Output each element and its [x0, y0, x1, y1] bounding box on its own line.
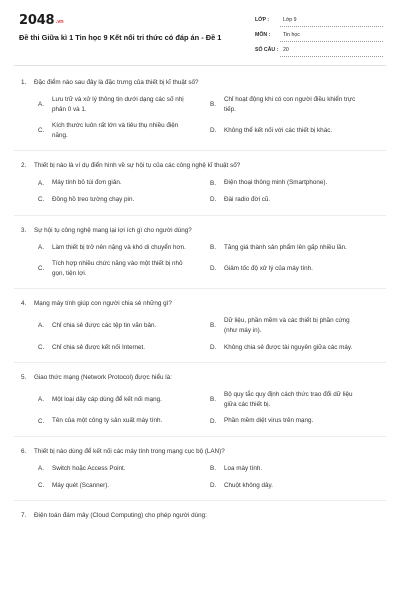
question-5: [21, 373, 386, 433]
question-text: Đặc điểm nào sau đây là đặc trưng của thiết bị kĩ thuật số?: [34, 79, 199, 86]
answer-option-d[interactable]: [193, 259, 365, 278]
answer-options: [21, 95, 386, 147]
answer-options: [21, 390, 386, 433]
exam-meta: [253, 14, 383, 59]
option-text: Switch hoặc Access Point.: [52, 464, 126, 472]
question-text: Sự hội tụ công nghệ mang lại lợi ích gì cho người dùng?: [34, 226, 192, 234]
question-text: Điện toán đám mây (Cloud Computing) cho phép người dùng:: [34, 512, 207, 520]
option-letter: B.: [210, 243, 216, 251]
option-letter: A.: [38, 179, 44, 187]
question-stem: [21, 299, 386, 308]
question-list: [0, 78, 400, 520]
option-text: Phần mềm diệt virus trên mạng.: [224, 417, 314, 425]
question-4: [21, 299, 386, 359]
option-letter: D.: [210, 127, 217, 135]
question-divider: [14, 500, 386, 501]
meta-class: LỚP : Lớp 9: [253, 14, 383, 29]
option-text: Bộ quy tắc quy định cách thức trao đổi dữ liệu giữa các thiết bị.: [224, 391, 353, 408]
option-letter: D.: [210, 265, 217, 273]
option-text: Làm thiết bị trở nên nặng và khó di chuyển hơn.: [52, 243, 186, 251]
option-text: Chỉ hoạt động khi có con người điều khiển trực tiếp.: [224, 96, 356, 113]
answer-option-a[interactable]: [21, 464, 193, 474]
document-header: [0, 0, 400, 66]
exam-title: Đề thi Giữa kì 1 Tin học 9 Kết nối tri thức có đáp án - Đề 1: [19, 33, 222, 42]
answer-option-d[interactable]: [193, 343, 365, 353]
answer-option-a[interactable]: [21, 178, 193, 188]
question-stem: [21, 373, 386, 382]
option-letter: C.: [38, 265, 45, 273]
option-letter: A.: [38, 396, 44, 404]
option-letter: D.: [210, 196, 217, 204]
question-3: [21, 226, 386, 286]
option-letter: A.: [38, 322, 44, 330]
question-number: 6.: [21, 447, 27, 455]
question-number: 4.: [21, 300, 27, 308]
answer-option-c[interactable]: [21, 195, 193, 205]
question-2: [21, 161, 386, 211]
option-text: Máy tính bỏ túi đơn giản.: [52, 179, 122, 187]
header-divider: [14, 65, 386, 66]
answer-option-b[interactable]: [193, 390, 365, 409]
question-divider: [14, 150, 386, 151]
question-number: 5.: [21, 374, 27, 382]
question-divider: [14, 288, 386, 289]
answer-options: [21, 178, 386, 211]
answer-option-b[interactable]: [193, 316, 365, 335]
option-letter: D.: [210, 481, 217, 489]
option-text: Không chia sẻ được tài nguyên giữa các máy.: [224, 343, 353, 351]
answer-option-c[interactable]: [21, 343, 193, 353]
option-text: Một loại dây cáp dùng để kết nối mạng.: [52, 395, 162, 403]
answer-options: [21, 243, 386, 286]
option-letter: C.: [38, 343, 45, 351]
question-1: [21, 78, 386, 147]
site-logo[interactable]: 2048.vn: [19, 13, 64, 28]
question-number: 7.: [21, 512, 27, 520]
question-number: 1.: [21, 79, 27, 86]
question-text: Thiết bị nào là ví dụ điển hình về sự hội tụ của các công nghệ kĩ thuật số?: [34, 162, 241, 170]
question-divider: [14, 215, 386, 216]
meta-question-count: SỐ CÂU : 20: [253, 44, 383, 59]
answer-option-d[interactable]: [193, 481, 365, 491]
question-6: [21, 447, 386, 497]
question-stem: [21, 78, 386, 87]
option-letter: D.: [210, 343, 217, 351]
option-letter: B.: [210, 101, 216, 109]
option-letter: A.: [38, 465, 44, 473]
answer-option-a[interactable]: [21, 95, 193, 114]
option-letter: B.: [210, 322, 216, 330]
option-text: Chuột không dây.: [224, 481, 273, 489]
answer-option-c[interactable]: [21, 259, 193, 278]
answer-option-b[interactable]: [193, 178, 365, 188]
option-letter: C.: [38, 417, 45, 425]
option-letter: C.: [38, 196, 45, 204]
option-text: Loa máy tính.: [224, 464, 263, 472]
question-stem: [21, 161, 386, 170]
option-letter: A.: [38, 243, 44, 251]
option-letter: B.: [210, 179, 216, 187]
option-text: Điện thoại thông minh (Smartphone).: [224, 179, 328, 187]
answer-option-b[interactable]: [193, 95, 365, 114]
answer-option-a[interactable]: [21, 243, 193, 253]
question-number: 3.: [21, 226, 27, 234]
option-text: Kích thước luôn rất lớn và tiêu thụ nhiều điện năng.: [52, 122, 179, 139]
answer-option-c[interactable]: [21, 121, 193, 140]
option-text: Dữ liệu, phần mềm và các thiết bị phần cứng (như máy in).: [224, 317, 350, 334]
option-text: Máy quét (Scanner).: [52, 481, 110, 489]
option-text: Chỉ chia sẻ được kết nối Internet.: [52, 343, 146, 351]
option-text: Đài radio đời cũ.: [224, 195, 271, 203]
question-7: [21, 511, 386, 520]
answer-option-b[interactable]: [193, 464, 365, 474]
option-text: Không thể kết nối với các thiết bị khác.: [224, 126, 333, 134]
option-text: Lưu trữ và xử lý thông tin dưới dạng các số nhị phân 0 và 1.: [52, 96, 184, 113]
option-text: Giảm tốc độ xử lý của máy tính.: [224, 264, 313, 272]
option-text: Tăng giá thành sản phẩm lên gấp nhiều lần.: [224, 243, 347, 251]
answer-option-c[interactable]: [21, 416, 193, 426]
question-text: Thiết bị nào dùng để kết nối các máy tính trong mạng cục bộ (LAN)?: [34, 447, 225, 455]
answer-options: [21, 316, 386, 359]
option-letter: B.: [210, 396, 216, 404]
question-divider: [14, 362, 386, 363]
question-stem: [21, 447, 386, 456]
option-text: Tích hợp nhiều chức năng vào một thiết bị nhỏ gọn, tiện lợi.: [52, 260, 183, 277]
question-text: Mạng máy tính giúp con người chia sẻ những gì?: [34, 300, 172, 308]
option-letter: D.: [210, 417, 217, 425]
option-letter: C.: [38, 127, 45, 135]
question-number: 2.: [21, 162, 27, 170]
option-letter: B.: [210, 465, 216, 473]
option-letter: A.: [38, 101, 44, 109]
answer-option-d[interactable]: [193, 121, 365, 140]
option-text: Đồng hồ treo tường chạy pin.: [52, 195, 135, 203]
option-letter: C.: [38, 481, 45, 489]
answer-options: [21, 464, 386, 497]
meta-subject: MÔN : Tin học: [253, 29, 383, 44]
answer-option-b[interactable]: [193, 243, 365, 253]
question-stem: [21, 226, 386, 235]
question-divider: [14, 436, 386, 437]
option-text: Chỉ chia sẻ được các tệp tin văn bản.: [52, 322, 157, 330]
answer-option-a[interactable]: [21, 316, 193, 335]
answer-option-a[interactable]: [21, 390, 193, 409]
option-text: Tên của một công ty sản xuất máy tính.: [52, 417, 163, 425]
answer-option-d[interactable]: [193, 416, 365, 426]
answer-option-d[interactable]: [193, 195, 365, 205]
answer-option-c[interactable]: [21, 481, 193, 491]
question-text: Giao thức mạng (Network Protocol) được hiểu là:: [34, 374, 172, 382]
question-stem: [21, 511, 386, 520]
